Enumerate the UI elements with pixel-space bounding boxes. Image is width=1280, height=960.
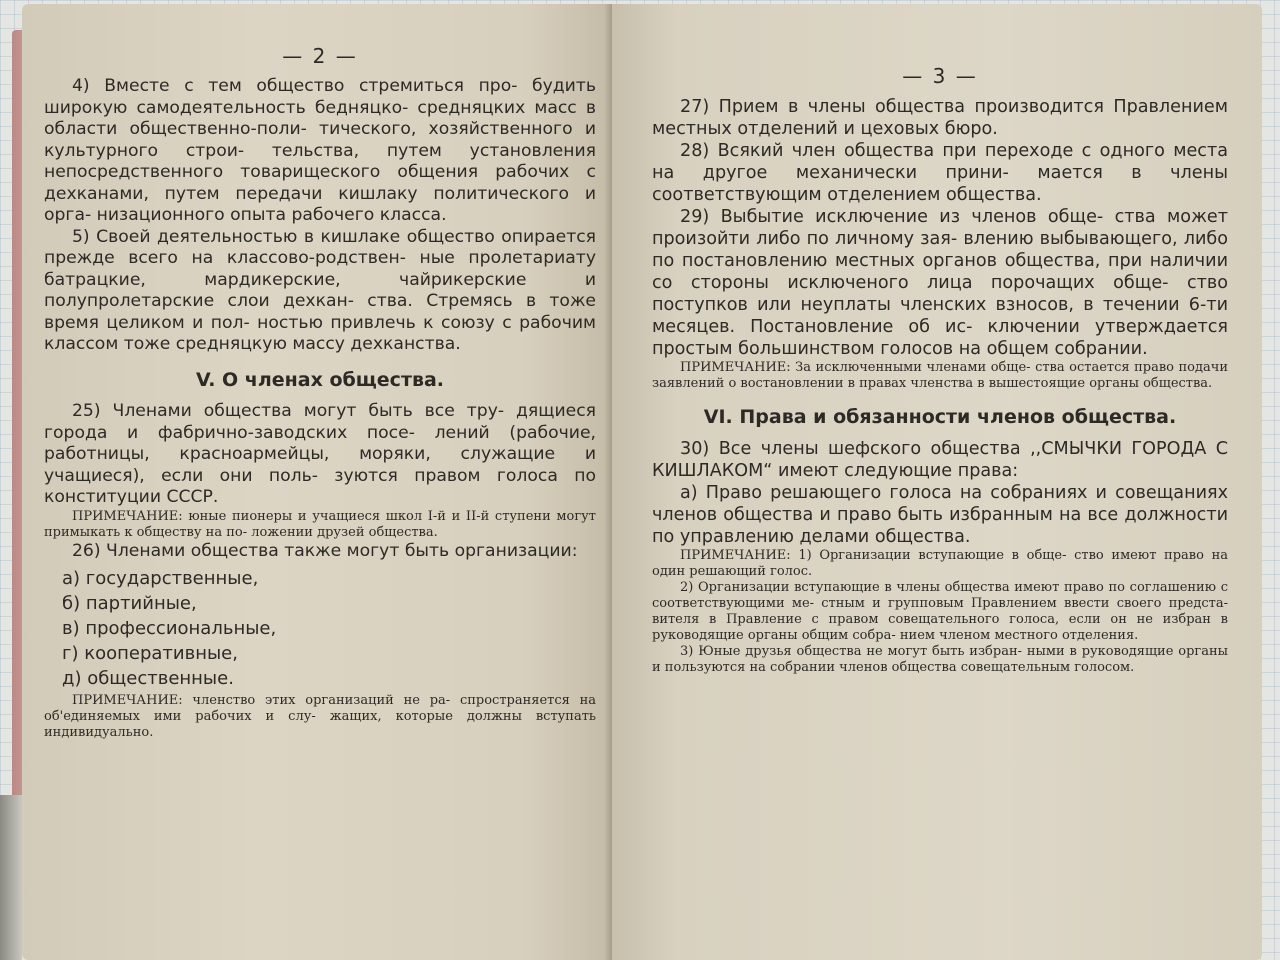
- list-item: г) кооперативные,: [62, 643, 238, 664]
- paragraph-25: 25) Членами общества могут быть все тру- дящиеся города и фабрично-заводских посе- лений (рабочие, работницы, красноармейцы, моряки, служащие и учащиеся), если они поль- зуются правом голоса по конституции СССР.: [44, 401, 596, 507]
- paragraph-30: 30) Все члены шефского общества ,,СМЫЧКИ ГОРОДА С КИШЛАКОМ“ имеют следующие права:: [652, 439, 1228, 481]
- note-30-1: ПРИМЕЧАНИЕ: 1) Организации вступающие в обще- ство имеют право на один решающий голос.: [652, 548, 1228, 579]
- paragraph-4: 4) Вместе с тем общество стремиться про- будить широкую самодеятельность бедняцко- средняцких масс в области общественно-поли- тического, хозяйственного и культурного строи- тельства, путем установления непосредственного товарищеского общения рабочих с дехканами, путем передачи кишлаку политического и орга- низационного опыта рабочего класса.: [44, 76, 596, 225]
- note-30-3: 3) Юные друзья общества не могут быть избран- ными в руководящие органы и пользуются на собрании членов общества совещательным голосом.: [652, 644, 1228, 675]
- paragraph-5: 5) Своей деятельностью в кишлаке общество опирается прежде всего на классово-родствен- ные пролетариату батрацкие, мардикерские, чайрикерские и полупролетарские слои дехкан- ства. Стремясь в тоже время целиком и пол- ностью привлечь к союзу с рабочим классом тоже средняцкую массу дехканства.: [44, 226, 596, 354]
- page-number: — 2 —: [282, 44, 358, 68]
- list-item: в) профессиональные,: [62, 618, 277, 639]
- paragraph-30a: а) Право решающего голоса на собраниях и совещаниях членов общества и право быть избранным на все должности по управлению делами общества.: [652, 483, 1228, 547]
- list-item: д) общественные.: [62, 668, 234, 689]
- paragraph-29: 29) Выбытие исключение из членов обще- ства может произойти либо по личному зая- влению выбывающего, либо по постановлению местных органов общества, при наличии со стороны исключеного лица порочащих обще- ство поступков или неуплаты членских взносов, в течении 6-ти месяцев. Постановление об ис- ключении утверждается простым большинством голосов на общем собрании.: [652, 207, 1228, 359]
- right-page: [612, 4, 1262, 960]
- section-heading: VI. Права и обязанности членов общества.: [703, 406, 1177, 428]
- note-29: ПРИМЕЧАНИЕ: За исключенными членами обще- ства остается право подачи заявлений о востановлении в правах членства в вышестоящие органы общества.: [652, 360, 1228, 391]
- section-heading: V. О членах общества.: [195, 368, 445, 391]
- shadow: [0, 795, 22, 960]
- list-item: б) партийные,: [62, 593, 197, 614]
- left-page-text: [44, 76, 596, 741]
- note-25: ПРИМЕЧАНИЕ: юные пионеры и учащиеся школ I-й и II-й ступени могут примыкать к обществу на по- ложении друзей общества.: [44, 508, 596, 540]
- right-page-text: [652, 96, 1228, 676]
- list-item: а) государственные,: [62, 568, 259, 589]
- paragraph-26: 26) Членами общества также могут быть организации:: [72, 540, 578, 561]
- note-26: ПРИМЕЧАНИЕ: членство этих организаций не ра- спространяется на об'единяемых ими рабочих и слу- жащих, которые должны вступать индивидуально.: [44, 693, 596, 740]
- open-booklet: [22, 4, 1262, 960]
- left-page: [22, 4, 612, 960]
- page-number: — 3 —: [902, 64, 978, 88]
- note-30-2: 2) Организации вступающие в члены общества имеют право по соглашению с соответствующими ме- стным и групповым Правлением ввести своего предста- вителя в Правление с правом совещательного голоса, если он не избран в руководящие органы общим собра- нием членом местного отделения.: [652, 580, 1228, 643]
- organizations-list: [62, 566, 596, 691]
- paragraph-27: 27) Прием в члены общества производится Правлением местных отделений и цеховых бюро.: [652, 97, 1228, 139]
- paragraph-28: 28) Всякий член общества при переходе с одного места на другое механически прини- мается в члены соответствующим отделением общества.: [652, 141, 1228, 205]
